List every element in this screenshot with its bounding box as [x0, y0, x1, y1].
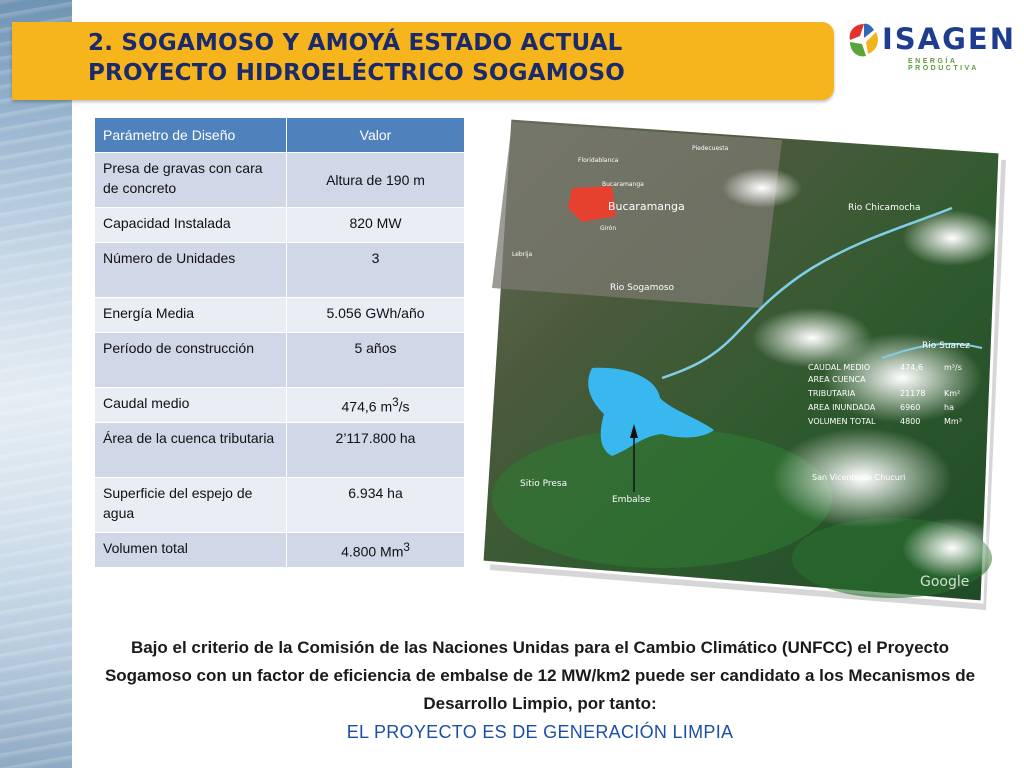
parameter-cell: Volumen total: [95, 533, 287, 568]
info-value: 21178: [900, 389, 926, 398]
map-label-piedecuesta: Piedecuesta: [692, 145, 729, 152]
value-cell: 3: [287, 243, 465, 298]
table-header-value: Valor: [287, 118, 465, 153]
info-label: AREA INUNDADA: [808, 403, 876, 412]
map-label-giron: Girón: [600, 225, 617, 232]
satellite-map-image: [482, 118, 1006, 610]
parameter-cell: Energía Media: [95, 298, 287, 333]
parameter-cell: Caudal medio: [95, 388, 287, 423]
map-watermark: Google: [920, 574, 970, 590]
slide-title: [88, 28, 828, 88]
info-label: CAUDAL MEDIO: [808, 363, 871, 372]
map-label-bucaramanga-small: Bucaramanga: [602, 181, 644, 188]
value-cell: 6.934 ha: [287, 478, 465, 533]
parameter-cell: Presa de gravas con cara de concreto: [95, 153, 287, 208]
value-cell: 820 MW: [287, 208, 465, 243]
conclusion-text: EL PROYECTO ES DE GENERACIÓN LIMPIA: [346, 722, 734, 742]
info-unit: Mm³: [944, 417, 962, 426]
table-row: [95, 243, 465, 298]
parameter-cell: Período de construcción: [95, 333, 287, 388]
info-label: VOLUMEN TOTAL: [808, 417, 876, 426]
value-cell: [287, 533, 465, 568]
decorative-water-strip: [0, 0, 72, 768]
value-suffix: /s: [398, 398, 410, 415]
map-label-rio-sogamoso: Rio Sogamoso: [610, 283, 675, 293]
info-unit: ha: [944, 403, 954, 412]
table-row: [95, 533, 465, 568]
parameter-cell: Área de la cuenca tributaria: [95, 423, 287, 478]
value-text: 474,6 m: [341, 398, 393, 415]
map-label-bucaramanga: Bucaramanga: [608, 200, 685, 213]
title-line-2: PROYECTO HIDROELÉCTRICO SOGAMOSO: [88, 60, 626, 86]
map-label-lebrija: Lebrija: [512, 251, 533, 258]
info-unit: m³/s: [944, 363, 962, 372]
info-unit: Km²: [944, 389, 961, 398]
map-label-san-vicente: San Vicente de Chucuri: [812, 473, 906, 482]
table-row: [95, 333, 465, 388]
table-row: [95, 388, 465, 423]
map-label-rio-chicamocha: Rio Chicamocha: [848, 203, 921, 213]
info-label: TRIBUTARIA: [808, 389, 856, 398]
value-text: 4.800 Mm: [341, 543, 404, 560]
info-label: AREA CUENCA: [808, 375, 866, 384]
map-label-floridablanca: Floridablanca: [578, 157, 619, 164]
design-parameters-table: [94, 117, 465, 568]
value-cell: 5.056 GWh/año: [287, 298, 465, 333]
value-superscript: 3: [392, 396, 399, 409]
info-value: 4800: [900, 417, 921, 426]
value-superscript: 3: [403, 541, 410, 554]
logo-mark-icon: [844, 18, 884, 62]
value-cell: 5 años: [287, 333, 465, 388]
table-row: [95, 208, 465, 243]
info-value: 6960: [900, 403, 921, 412]
body-paragraph: Bajo el criterio de la Comisión de las Naciones Unidas para el Cambio Climático (UNFCC) el Proyecto Sogamoso con un factor de eficiencia de embalse de 12 MW/km2 puede ser candidato a los Mecanismos de Desarrollo Limpio, por tanto:: [104, 638, 976, 713]
parameter-cell: Superficie del espejo de agua: [95, 478, 287, 533]
parameter-cell: Capacidad Instalada: [95, 208, 287, 243]
value-cell: [287, 388, 465, 423]
title-line-1: 2. SOGAMOSO Y AMOYÁ ESTADO ACTUAL: [88, 30, 623, 56]
map-label-embalse: Embalse: [612, 495, 651, 505]
map-label-sitio-presa: Sitio Presa: [520, 479, 568, 489]
table-row: [95, 423, 465, 478]
map-label-rio-suarez: Rio Suarez: [922, 341, 970, 351]
info-value: 474,6: [900, 363, 923, 372]
logo-wordmark: ISAGEN: [882, 22, 1017, 56]
parameter-cell: Número de Unidades: [95, 243, 287, 298]
value-cell: Altura de 190 m: [287, 153, 465, 208]
isagen-logo: [844, 18, 1017, 72]
table-header-parameter: Parámetro de Diseño: [95, 118, 287, 153]
table-row: [95, 298, 465, 333]
table-row: [95, 478, 465, 533]
satellite-map: [482, 118, 1006, 610]
table-row: [95, 153, 465, 208]
value-cell: 2’117.800 ha: [287, 423, 465, 478]
logo-tagline: ENERGÍA PRODUCTIVA: [908, 58, 979, 72]
